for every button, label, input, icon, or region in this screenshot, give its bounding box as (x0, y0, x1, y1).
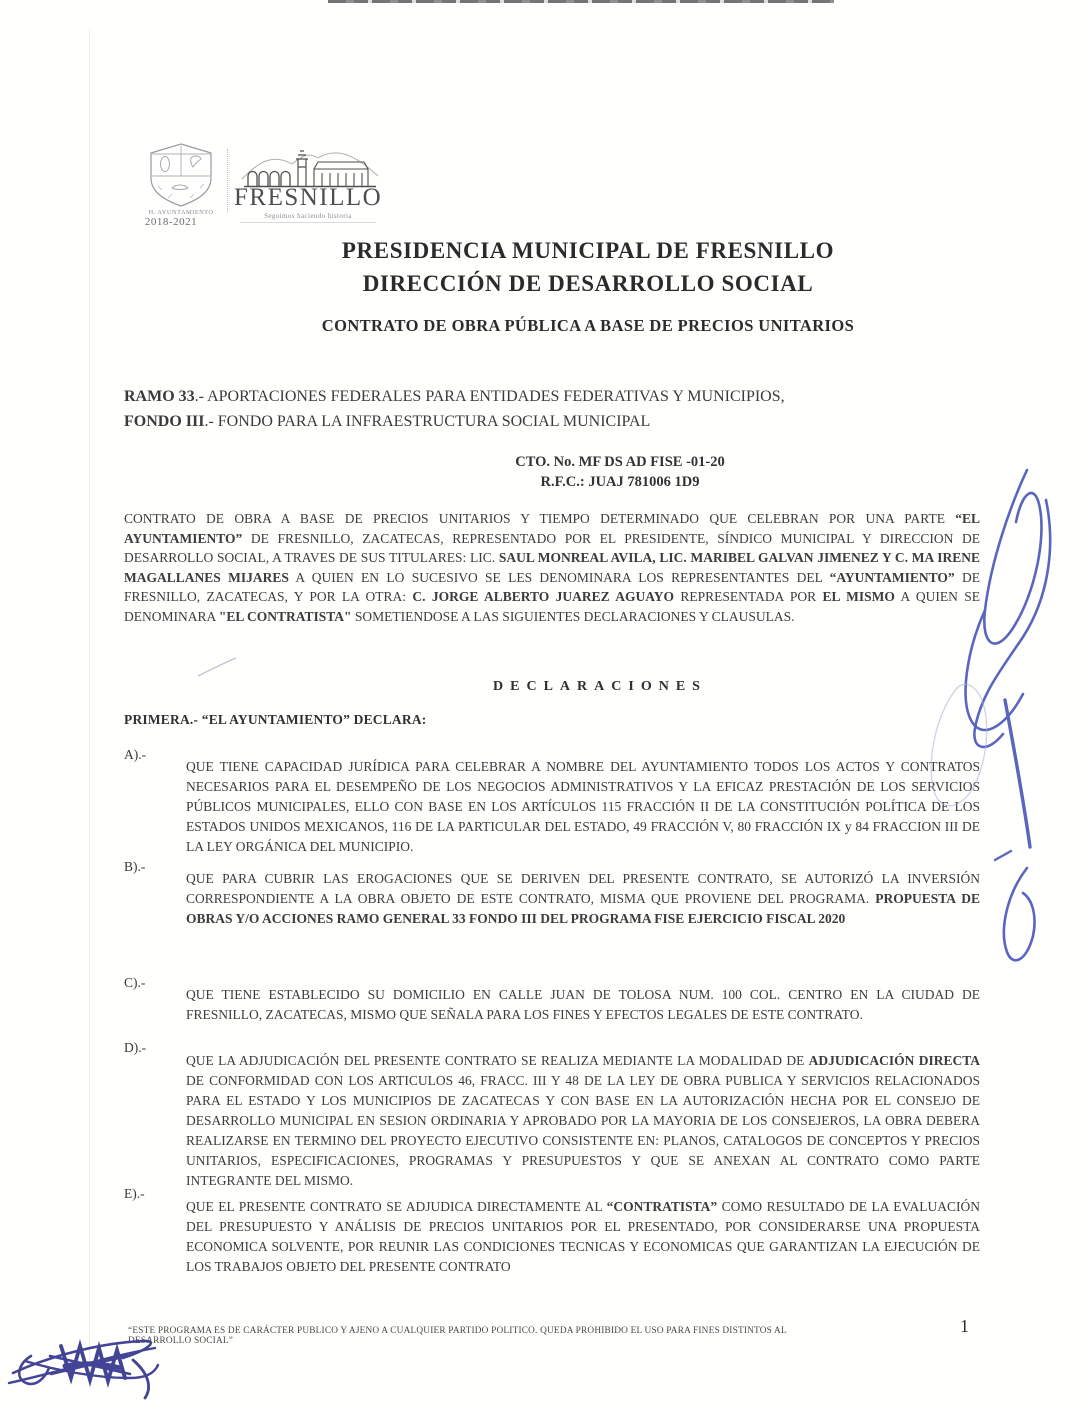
crest-caption: H. AYUNTAMIENTO (148, 209, 214, 216)
declarations-heading: DECLARACIONES (493, 679, 707, 694)
city-logo-name: FRESNILLO (234, 184, 383, 211)
document-title-line1: PRESIDENCIA MUNICIPAL DE FRESNILLO (341, 238, 835, 263)
declaration-text-d: QUE LA ADJUDICACIÓN DEL PRESENTE CONTRATO SE REALIZA MEDIANTE LA MODALIDAD DE ADJUDICACIÓN DIRECTA DE CONFORMIDAD CON LOS ARTICULOS 46, FRACC. III Y 48 DE LA LEY DE OBRA PUBLICA Y SERVICIOS RELACIONADOS PARA EL ESTADO Y LOS MUNICIPIOS DE ZACATECAS Y CON BASE EN LA AUTORIZACIÓN HECHA POR EL CONSEJO DE DESARROLLO MUNICIPAL EN SESION ORDINARIA Y APROBADO POR LA MAYORIA DE LOS CONSEJEROS, LA OBRA DEBERA REALIZARSE EN TERMINO DEL PROYECTO EJECUTIVO CONSISTENTE EN: PLANOS, CATALOGOS DE CONCEPTOS Y PRECIOS UNITARIOS, ESPECIFICACIONES, PROGRAMAS Y PRESUPUESTOS Y QUE SE ANEXAN AL CONTRATO COMO PARTE INTEGRANTE DEL MISMO. (186, 1053, 980, 1188)
pen-mark-icon (196, 654, 241, 680)
declaration-text-e: QUE EL PRESENTE CONTRATO SE ADJUDICA DIRECTAMENTE AL “CONTRATISTA” COMO RESULTADO DE LA EVALUACIÓN DEL PRESUPUESTO Y ANÁLISIS DE PRECIOS UNITARIOS POR EL PRESENTADO, POR CONSIDERARSE UNA PROPUESTA ECONOMICA SOLVENTE, POR REUNIR LAS CONDICIONES TECNICAS Y ECONOMICAS QUE GARANTIZAN LA EJECUCIÓN DE LOS TRABAJOS OBJETO DEL PRESENTE CONTRATO (186, 1199, 981, 1274)
program-description (124, 384, 962, 434)
crest-term: 2018-2021 (144, 216, 198, 228)
declaration-label-b: B).- (124, 859, 146, 874)
document-title-line2: DIRECCIÓN DE DESARROLLO SOCIAL (362, 271, 814, 296)
city-logo-tagline: Seguimos haciendo historia (240, 212, 376, 223)
scan-margin-line (89, 30, 90, 1390)
rfc-number: R.F.C.: JUAJ 781006 1D9 (540, 474, 700, 490)
document-subtitle: CONTRATO DE OBRA PÚBLICA A BASE DE PRECIOS UNITARIOS (321, 316, 855, 335)
declaration-text-b: QUE PARA CUBRIR LAS EROGACIONES QUE SE DERIVEN DEL PRESENTE CONTRATO, SE AUTORIZÓ LA INVERSIÓN CORRESPONDIENTE A LA OBRA OBJETO DE ESTE CONTRATO, MISMA QUE PROVIENE DEL PROGRAMA. PROPUESTA DE OBRAS Y/O ACCIONES RAMO GENERAL 33 FONDO III DEL PROGRAMA FISE EJERCICIO FISCAL 2020 (186, 871, 980, 926)
declaration-label-e: E).- (124, 1186, 145, 1201)
contract-number: CTO. No. MF DS AD FISE -01-20 (515, 454, 725, 470)
contract-id-block (320, 452, 920, 492)
signature-right-icon (915, 452, 1083, 980)
primera-declaration: PRIMERA.- “EL AYUNTAMIENTO” DECLARA: (124, 712, 427, 727)
declaration-label-d: D).- (124, 1040, 147, 1055)
page-number: 1 (960, 1316, 969, 1336)
footer-quote: “ESTE PROGRAMA ES DE CARÁCTER PUBLICO Y AJENO A CUALQUIER PARTIDO POLITICO. QUEDA PROHIBIDO EL USO PARA FINES DISTINTOS AL DESARROLLO SOCIAL” (128, 1326, 787, 1346)
declaration-text-a: QUE TIENE CAPACIDAD JURÍDICA PARA CELEBRAR A NOMBRE DEL AYUNTAMIENTO TODOS LOS ACTOS Y CONTRATOS NECESARIOS PARA EL DESEMPEÑO DE LOS NEGOCIOS ADMINISTRATIVOS Y LA EFICAZ PRESTACIÓN DE LOS SERVICIOS PÚBLICOS MUNICIPALES, ELLO CON BASE EN LOS ARTÍCULOS 115 FRACCIÓN II DE LA CONSTITUCIÓN POLÍTICA DE LOS ESTADOS UNIDOS MEXICANOS, 116 DE LA PARTICULAR DEL ESTADO, 49 FRACCIÓN V, 80 FRACCIÓN IX y 84 FRACCION III DE LA LEY ORGÁNICA DEL MUNICIPIO. (186, 759, 980, 854)
declaration-label-c: C).- (124, 975, 146, 990)
program-line-fondo: FONDO III.- FONDO PARA LA INFRAESTRUCTURA SOCIAL MUNICIPAL (124, 413, 651, 430)
signature-bottom-left-icon (5, 1328, 170, 1403)
declaration-text-c: QUE TIENE ESTABLECIDO SU DOMICILIO EN CALLE JUAN DE TOLOSA NUM. 100 COL. CENTRO EN LA CIUDAD DE FRESNILLO, ZACATECAS, MISMO QUE SEÑALA PARA LOS FINES Y EFECTOS LEGALES DE ESTE CONTRATO. (186, 987, 980, 1022)
monument-icon (240, 147, 380, 189)
scan-edge-artifact (328, 0, 834, 3)
program-line-ramo: RAMO 33.- APORTACIONES FEDERALES PARA ENTIDADES FEDERATIVAS Y MUNICIPIOS, (124, 388, 785, 405)
municipal-crest-icon (146, 142, 216, 208)
declaration-label-a: A).- (124, 747, 147, 762)
logo-divider (227, 149, 228, 213)
preamble-paragraph: CONTRATO DE OBRA A BASE DE PRECIOS UNITARIOS Y TIEMPO DETERMINADO QUE CELEBRAN POR UNA PARTE “EL AYUNTAMIENTO” DE FRESNILLO, ZACATECAS, REPRESENTADO POR EL PRESIDENTE, SÍNDICO MUNICIPAL Y DIRECCION DE DESARROLLO SOCIAL, A TRAVES DE SUS TITULARES: LIC. SAUL MONREAL AVILA, LIC. MARIBEL GALVAN JIMENEZ Y C. MA IRENE MAGALLANES MIJARES A QUIEN EN LO SUCESIVO SE LES DENOMINARA LOS REPRESENTANTES DEL “AYUNTAMIENTO” DE FRESNILLO, ZACATECAS, Y POR LA OTRA: C. JORGE ALBERTO JUAREZ AGUAYO REPRESENTADA POR EL MISMO A QUIEN SE DENOMINARA "EL CONTRATISTA" SOMETIENDOSE A LAS SIGUIENTES DECLARACIONES Y CLAUSULAS. (124, 511, 980, 624)
